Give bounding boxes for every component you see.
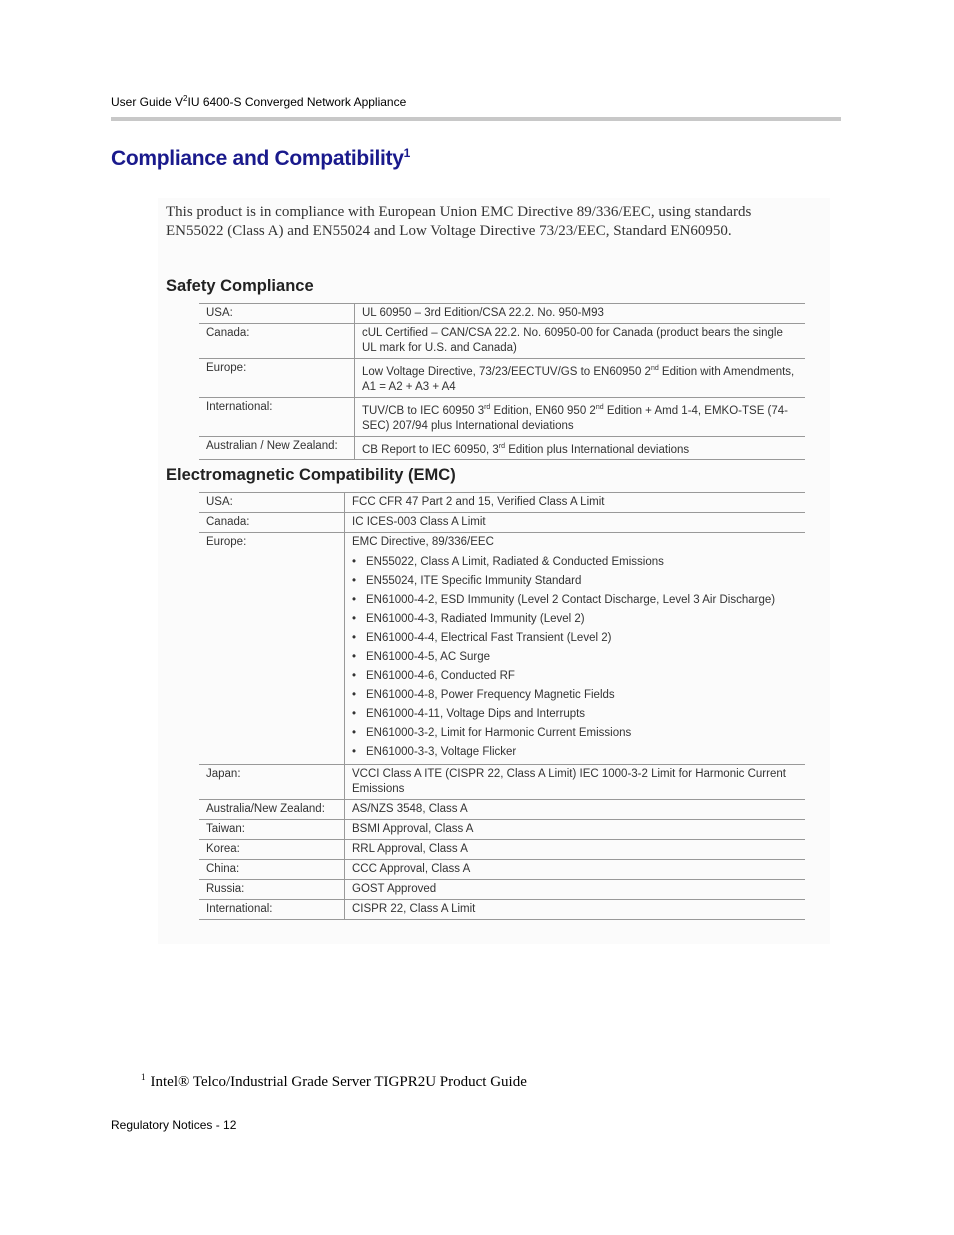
region-cell: USA: <box>199 304 355 324</box>
list-item: • EN61000-4-11, Voltage Dips and Interrupts <box>366 705 799 724</box>
value-cell: IC ICES-003 Class A Limit <box>345 513 806 533</box>
table-row <box>199 840 805 860</box>
value-cell: cUL Certified – CAN/CSA 22.2. No. 60950-00 for Canada (product bears the single UL mark for U.S. and Canada) <box>355 324 806 359</box>
list-item: • EN61000-4-5, AC Surge <box>366 648 799 667</box>
table-row <box>199 820 805 840</box>
list-item: • EN61000-4-3, Radiated Immunity (Level 2) <box>366 610 799 629</box>
table-row <box>199 900 805 920</box>
region-cell: International: <box>199 397 355 436</box>
value-cell: UL 60950 – 3rd Edition/CSA 22.2. No. 950-M93 <box>355 304 806 324</box>
value-cell: FCC CFR 47 Part 2 and 15, Verified Class A Limit <box>345 493 806 513</box>
table-row <box>199 324 805 359</box>
region-cell: Russia: <box>199 880 345 900</box>
ordinal-superscript: rd <box>484 403 491 411</box>
region-cell: Europe: <box>199 359 355 398</box>
value-cell: BSMI Approval, Class A <box>345 820 806 840</box>
header-superscript: 2 <box>183 94 188 103</box>
region-cell: Australian / New Zealand: <box>199 436 355 460</box>
region-cell: Japan: <box>199 765 345 800</box>
europe-standards-list <box>352 553 799 762</box>
value-cell <box>345 533 806 765</box>
intro-paragraph: This product is in compliance with European Union EMC Directive 89/336/EEC, using standards EN55022 (Class A) and EN55024 and Low Voltage Directive 73/23/EEC, Standard EN60950. <box>166 204 752 239</box>
table-row <box>199 436 805 460</box>
region-cell: Canada: <box>199 513 345 533</box>
list-item: • EN61000-4-2, ESD Immunity (Level 2 Contact Discharge, Level 3 Air Discharge) <box>366 591 799 610</box>
value-cell <box>355 436 806 460</box>
value-text: TUV/CB to IEC 60950 3 <box>362 404 485 417</box>
list-item: • EN55022, Class A Limit, Radiated & Conducted Emissions <box>366 553 799 572</box>
value-text: CB Report to IEC 60950, 3 <box>362 443 499 456</box>
europe-directive: EMC Directive, 89/336/EEC <box>352 536 494 548</box>
ordinal-superscript: nd <box>595 403 604 411</box>
table-row <box>199 533 805 765</box>
list-item: • EN61000-4-6, Conducted RF <box>366 667 799 686</box>
running-header <box>111 94 406 109</box>
page-title-text: Compliance and Compatibility <box>111 147 404 170</box>
table-row <box>199 860 805 880</box>
title-footnote-mark: 1 <box>403 146 411 160</box>
region-cell: Taiwan: <box>199 820 345 840</box>
table-row <box>199 493 805 513</box>
value-text: Edition, EN60 950 2 <box>490 404 596 417</box>
table-row <box>199 513 805 533</box>
value-text: Edition with Amendments, A1 = A2 + A3 + A4 <box>362 365 795 393</box>
header-suffix: IU 6400-S Converged Network Appliance <box>187 95 407 109</box>
value-cell: VCCI Class A ITE (CISPR 22, Class A Limit) IEC 1000-3-2 Limit for Harmonic Current Emissions <box>345 765 806 800</box>
safety-table <box>199 303 805 460</box>
table-row <box>199 800 805 820</box>
value-cell: RRL Approval, Class A <box>345 840 806 860</box>
region-cell: Canada: <box>199 324 355 359</box>
value-cell: CISPR 22, Class A Limit <box>345 900 806 920</box>
table-row <box>199 880 805 900</box>
footnote <box>141 1072 527 1091</box>
table-row <box>199 765 805 800</box>
list-item: • EN61000-4-4, Electrical Fast Transient (Level 2) <box>366 629 799 648</box>
list-item: • EN61000-3-2, Limit for Harmonic Current Emissions <box>366 724 799 743</box>
list-item: • EN61000-3-3, Voltage Flicker <box>366 743 799 762</box>
value-cell <box>355 359 806 398</box>
list-item: • EN55024, ITE Specific Immunity Standard <box>366 572 799 591</box>
ordinal-superscript: nd <box>650 365 659 372</box>
region-cell: Korea: <box>199 840 345 860</box>
footnote-mark: 1 <box>141 1072 146 1082</box>
table-row <box>199 359 805 398</box>
value-cell: AS/NZS 3548, Class A <box>345 800 806 820</box>
ordinal-superscript: rd <box>498 442 506 450</box>
table-row <box>199 397 805 436</box>
page-footer: Regulatory Notices - 12 <box>111 1118 237 1132</box>
region-cell: Europe: <box>199 533 345 765</box>
page-title <box>111 146 410 171</box>
region-cell: USA: <box>199 493 345 513</box>
value-cell: GOST Approved <box>345 880 806 900</box>
list-item: • EN61000-4-8, Power Frequency Magnetic Fields <box>366 686 799 705</box>
region-cell: Australia/New Zealand: <box>199 800 345 820</box>
header-prefix: User Guide V <box>111 95 184 109</box>
value-text: Edition + Amd 1-4, EMKO-TSE (74-SEC) 207/94 plus International deviations <box>362 404 789 432</box>
value-text: Edition plus International deviations <box>505 443 690 456</box>
emc-table <box>199 492 805 920</box>
region-cell: International: <box>199 900 345 920</box>
region-cell: China: <box>199 860 345 880</box>
value-cell <box>355 397 806 436</box>
header-rule <box>111 117 841 121</box>
table-row <box>199 304 805 324</box>
value-text: Low Voltage Directive, 73/23/EECTUV/GS to EN60950 2 <box>362 365 651 378</box>
footnote-text: Intel® Telco/Industrial Grade Server TIGPR2U Product Guide <box>150 1074 527 1090</box>
emc-heading: Electromagnetic Compatibility (EMC) <box>166 466 456 484</box>
safety-heading: Safety Compliance <box>166 277 314 295</box>
value-cell: CCC Approval, Class A <box>345 860 806 880</box>
